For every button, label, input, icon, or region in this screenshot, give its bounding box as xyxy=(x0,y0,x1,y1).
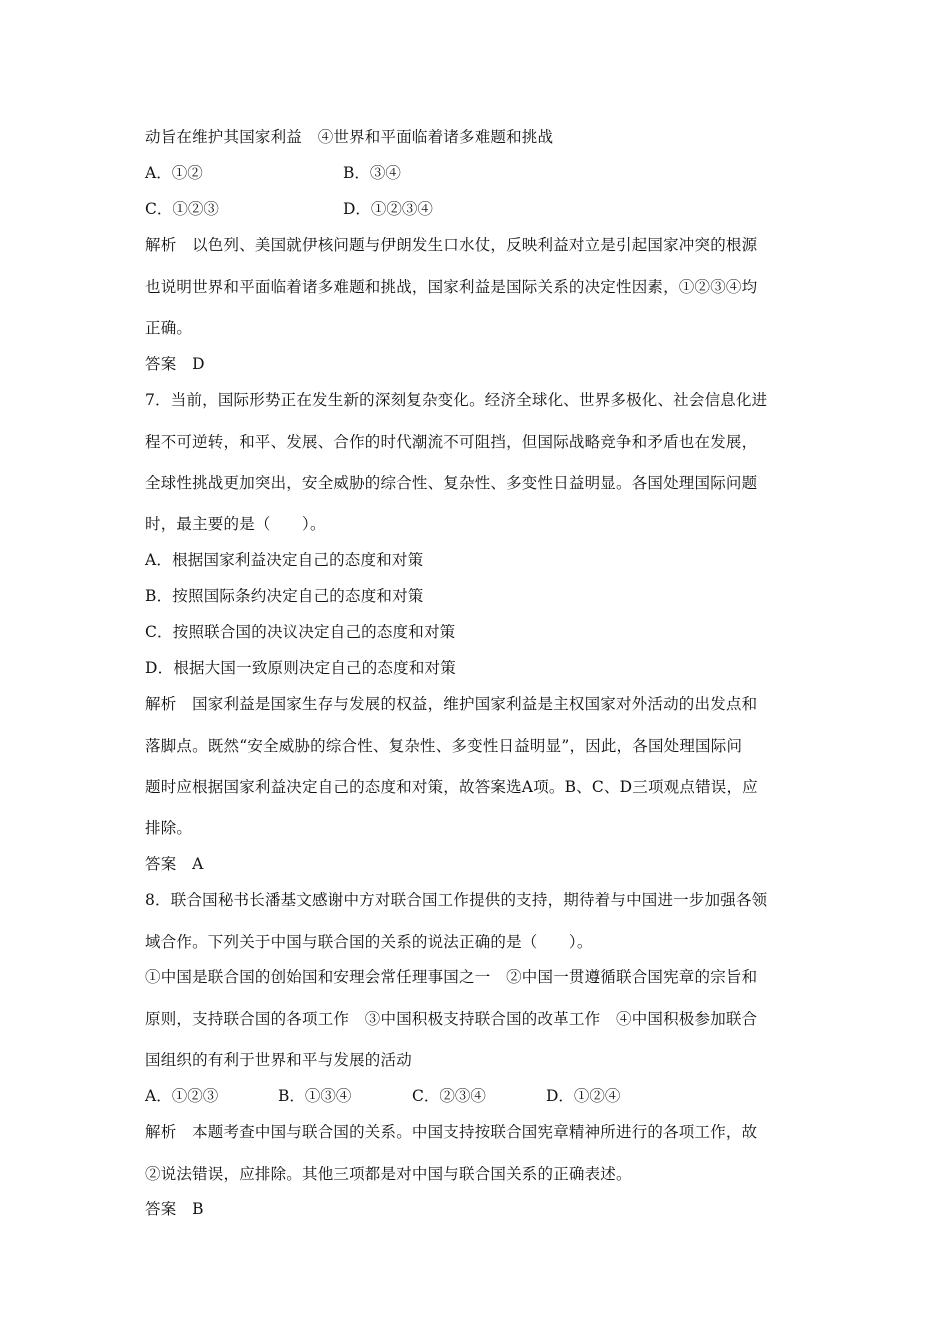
q6-answer: 答案 D xyxy=(145,355,205,373)
q8-statement-line: 原则，支持联合国的各项工作 ③中国积极支持联合国的改革工作 ④中国积极参加联合 xyxy=(145,1010,758,1028)
q6-option-a: A．①② xyxy=(145,164,203,182)
q7-explanation-line: 落脚点。既然“安全威胁的综合性、复杂性、多变性日益明显”，因此，各国处理国际问 xyxy=(145,737,743,755)
q6-explanation-line: 解析 以色列、美国就伊核问题与伊朗发生口水仗，反映利益对立是引起国家冲突的根源 xyxy=(145,236,758,254)
q7-answer: 答案 A xyxy=(145,855,204,873)
q7-option-d: D．根据大国一致原则决定自己的态度和对策 xyxy=(145,659,456,677)
q6-explanation-line: 也说明世界和平面临着诸多难题和挑战，国家利益是国际关系的决定性因素，①②③④均 xyxy=(145,278,758,296)
q8-stem-line: 8．联合国秘书长潘基文感谢中方对联合国工作提供的支持，期待着与中国进一步加强各领 xyxy=(145,891,768,909)
q8-statement-line: 国组织的有利于世界和平与发展的活动 xyxy=(145,1051,412,1069)
q7-option-b: B．按照国际条约决定自己的态度和对策 xyxy=(145,587,424,605)
q8-option-c: C．②③④ xyxy=(412,1087,486,1105)
q7-stem-line: 程不可逆转，和平、发展、合作的时代潮流不可阻挡，但国际战略竞争和矛盾也在发展， xyxy=(145,433,758,451)
q8-option-d: D．①②④ xyxy=(546,1087,621,1105)
q7-option-a: A．根据国家利益决定自己的态度和对策 xyxy=(145,551,424,569)
q8-option-a: A．①②③ xyxy=(145,1087,219,1105)
q6-option-c: C．①②③ xyxy=(145,200,219,218)
q7-explanation-line: 排除。 xyxy=(145,819,193,837)
q8-explanation-line: 解析 本题考查中国与联合国的关系。中国支持按联合国宪章精神所进行的各项工作，故 xyxy=(145,1123,758,1141)
q8-statement-line: ①中国是联合国的创始国和安理会常任理事国之一 ②中国一贯遵循联合国宪章的宗旨和 xyxy=(145,968,758,986)
q7-stem-line: 时，最主要的是（ ）。 xyxy=(145,515,326,533)
q8-answer: 答案 B xyxy=(145,1200,204,1218)
q6-explanation-line: 正确。 xyxy=(145,319,193,337)
q7-stem-line: 7．当前，国际形势正在发生新的深刻复杂变化。经济全球化、世界多极化、社会信息化进 xyxy=(145,391,768,409)
q7-stem-line: 全球性挑战更加突出，安全威胁的综合性、复杂性、多变性日益明显。各国处理国际问题 xyxy=(145,474,758,492)
q8-explanation-line: ②说法错误，应排除。其他三项都是对中国与联合国关系的正确表述。 xyxy=(145,1165,632,1183)
q7-option-c: C．按照联合国的决议决定自己的态度和对策 xyxy=(145,623,456,641)
q8-option-b: B．①③④ xyxy=(278,1087,352,1105)
q8-stem-line: 域合作。下列关于中国与联合国的关系的说法正确的是（ ）。 xyxy=(145,933,593,951)
q7-explanation-line: 题时应根据国家利益决定自己的态度和对策，故答案选A项。B、C、D三项观点错误，应 xyxy=(145,778,758,796)
q7-explanation-line: 解析 国家利益是国家生存与发展的权益，维护国家利益是主权国家对外活动的出发点和 xyxy=(145,695,758,713)
q6-option-b: B．③④ xyxy=(343,164,401,182)
q6-stem-continuation: 动旨在维护其国家利益 ④世界和平面临着诸多难题和挑战 xyxy=(145,128,554,146)
q6-option-d: D．①②③④ xyxy=(343,200,433,218)
